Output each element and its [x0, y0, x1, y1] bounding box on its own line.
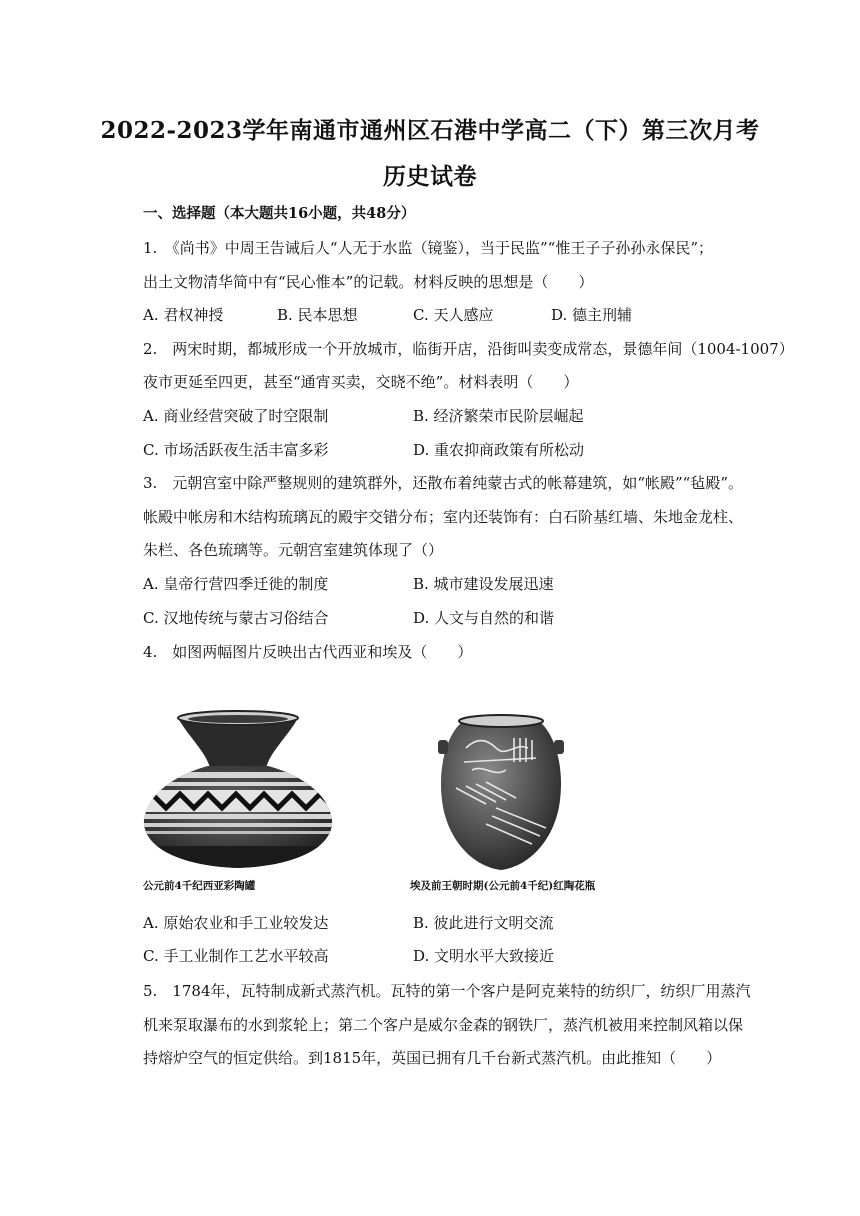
question-2-option-a: A. 商业经营突破了时空限制: [143, 407, 329, 425]
question-5-line-2: 机来泵取瀑布的水到浆轮上；第二个客户是威尔金森的钢铁厂，蒸汽机被用来控制风箱以保: [143, 1016, 744, 1034]
question-4-option-d: D. 文明水平大致接近: [413, 947, 555, 965]
question-2-option-c: C. 市场活跃夜生活丰富多彩: [143, 441, 329, 459]
question-3-line-2: 帐殿中帐房和木结构琉璃瓦的殿宇交错分布；室内还装饰有：白石阶基红墙、朱地金龙柱、: [143, 508, 744, 526]
question-1-option-b: B. 民本思想: [277, 306, 358, 324]
section-heading: 一、选择题（本大题共16小题，共48分）: [143, 205, 416, 222]
question-4-option-a: A. 原始农业和手工业较发达: [143, 914, 329, 932]
question-5-line-1: 5. 1784年，瓦特制成新式蒸汽机。瓦特的第一个客户是阿克莱特的纺织厂，纺织厂用蒸汽: [143, 982, 751, 1000]
question-1-option-d: D. 德主刑辅: [551, 306, 633, 324]
exam-title: 2022-2023学年南通市通州区石港中学高二（下）第三次月考: [100, 117, 760, 144]
question-3-option-b: B. 城市建设发展迅速: [413, 575, 554, 593]
question-4-line-1: 4. 如图两幅图片反映出古代西亚和埃及（ ）: [143, 643, 473, 661]
question-1-line-1: 1. 《尚书》中周王告诫后人“人无于水监（镜鉴），当于民监”“惟王子子孙孙永保民”；: [143, 239, 713, 257]
question-2-line-2: 夜市更延至四更，甚至“通宵买卖，交晓不绝”。材料表明（ ）: [143, 373, 579, 391]
west-asia-jar-caption: 公元前4千纪西亚彩陶罐: [143, 880, 256, 892]
question-2-option-b: B. 经济繁荣市民阶层崛起: [413, 407, 584, 425]
question-4-option-b: B. 彼此进行文明交流: [413, 914, 554, 932]
question-4-option-c: C. 手工业制作工艺水平较高: [143, 947, 329, 965]
question-2-option-d: D. 重农抑商政策有所松动: [413, 441, 585, 459]
egypt-vase-caption: 埃及前王朝时期(公元前4千纪)红陶花瓶: [410, 880, 596, 892]
question-1-line-2: 出土文物清华简中有“民心惟本”的记载。材料反映的思想是（ ）: [143, 273, 594, 291]
egypt-red-pottery-vase-image: [436, 708, 566, 876]
question-2-line-1: 2. 两宋时期，都城形成一个开放城市，临街开店，沿街叫卖变成常态，景德年间（1004-1007）: [143, 340, 794, 358]
question-3-line-3: 朱栏、各色琉璃等。元朝宫室建筑体现了（）: [143, 541, 444, 559]
question-3-option-a: A. 皇帝行营四季迁徙的制度: [143, 575, 329, 593]
question-1-option-a: A. 君权神授: [143, 306, 224, 324]
question-3-line-1: 3. 元朝宫室中除严整规则的建筑群外，还散布着纯蒙古式的帐幕建筑，如“帐殿”“毡殿”。: [143, 474, 743, 492]
exam-subtitle: 历史试卷: [383, 163, 477, 190]
question-1-option-c: C. 天人感应: [413, 306, 494, 324]
question-3-option-c: C. 汉地传统与蒙古习俗结合: [143, 609, 329, 627]
west-asia-painted-jar-image: [138, 708, 338, 876]
question-5-line-3: 持熔炉空气的恒定供给。到1815年，英国已拥有几千台新式蒸汽机。由此推知（ ）: [143, 1049, 722, 1067]
question-3-option-d: D. 人文与自然的和谐: [413, 609, 555, 627]
